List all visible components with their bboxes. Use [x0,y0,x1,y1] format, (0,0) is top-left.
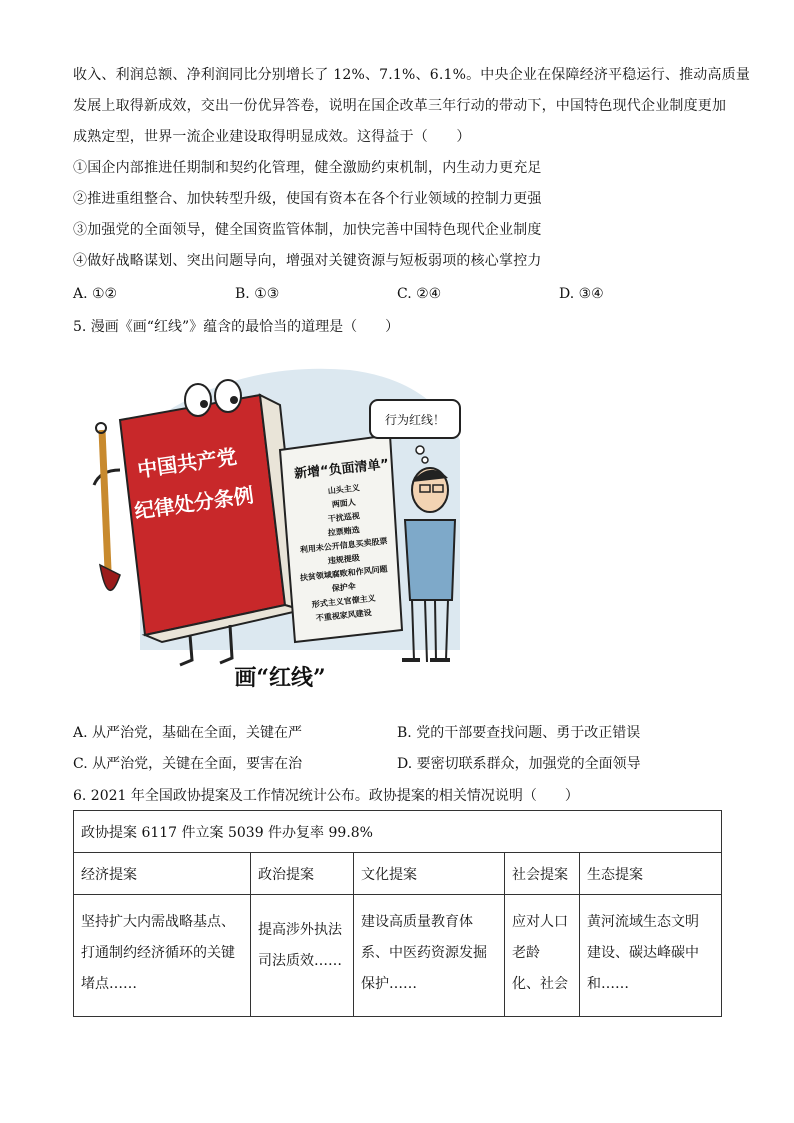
speech-text: 行为红线！ [384,413,446,427]
option-c[interactable]: C. ②④ [397,286,442,302]
cell-line: 堵点…… [81,976,137,992]
cell-line: 建设高质量教育体 [361,914,473,930]
item-2: ②推进重组整合、加快转型升级，使国有资本在各个行业领域的控制力更强 [73,191,542,207]
cell-line: 老龄 [512,945,540,961]
category-culture: 文化提案 [354,853,505,895]
cell-line: 建设、碳达峰碳中 [587,945,699,961]
question4-options [73,286,723,306]
scroll-item: 扶贫领域腐败和作风问题 [299,564,388,583]
stem-line: 收入、利润总额、净利润同比分别增长了 12%、7.1%、6.1%。中央企业在保障经济平稳运行、推动高质量 [73,67,751,83]
item-4: ④做好战略谋划、突出问题导向，增强对关键资源与短板弱项的核心掌控力 [73,253,542,269]
content-economy [74,895,251,1017]
cell-line: 司法质效…… [258,953,342,969]
item-1: ①国企内部推进任期制和契约化管理，健全激励约束机制，内生动力更充足 [73,160,542,176]
option-d[interactable]: D. ③④ [559,286,604,302]
scroll-title: 新增“负面清单” [293,457,390,482]
option-b[interactable]: B. 党的干部要查找问题、勇于改正错误 [397,725,641,741]
scroll-item: 形式主义官僚主义 [311,593,377,610]
red-book [120,395,302,642]
option-b[interactable]: B. ①③ [235,286,280,302]
book-title-line1: 中国共产党 [135,444,239,482]
table-header: 政协提案 6117 件立案 5039 件办复率 99.8% [74,811,722,853]
question5-stem: 5. 漫画《画“红线”》蕴含的最恰当的道理是（ ） [73,319,400,335]
option-a[interactable]: A. ①② [73,286,118,302]
option-a[interactable]: A. 从严治党，基础在全面，关键在严 [73,725,303,741]
cell-line: 黄河流域生态文明 [587,914,699,930]
content-ecology [580,895,722,1017]
option-d[interactable]: D. 要密切联系群众，加强党的全面领导 [397,756,641,772]
option-c[interactable]: C. 从严治党，关键在全面，要害在治 [73,756,303,772]
scroll-item: 保护伞 [331,581,357,594]
book-eye-right [215,380,241,412]
content-politics [251,895,354,1017]
stem-line: 成熟定型，世界一流企业建设取得明显成效。这得益于（ ） [73,129,471,145]
cartoon-caption: 画“红线” [234,665,326,691]
cell-line: 应对人口 [512,914,568,930]
question4-stem [73,60,751,277]
scroll-item: 不重视家风建设 [315,608,373,623]
cartoon-image [80,360,520,700]
category-society: 社会提案 [505,853,580,895]
cell-line: 保护…… [361,976,417,992]
book-eye-left [185,384,211,416]
category-economy: 经济提案 [74,853,251,895]
brush-handle [102,430,108,570]
item-3: ③加强党的全面领导，健全国资监管体制，加快完善中国特色现代企业制度 [73,222,542,238]
scroll-item: 利用未公开信息买卖股票 [299,536,388,555]
cell-line: 坚持扩大内需战略基点、 [81,914,235,930]
scroll-item: 山头主义 [327,483,361,496]
cell-line: 打通制约经济循环的关键 [81,945,235,961]
question6-stem: 6. 2021 年全国政协提案及工作情况统计公布。政协提案的相关情况说明（ ） [73,788,579,804]
cell-line: 和…… [587,976,629,992]
scroll-item: 拉票贿选 [327,525,361,538]
content-society [505,895,580,1017]
content-culture [354,895,505,1017]
cell-line: 提高涉外执法 [258,922,342,938]
category-ecology: 生态提案 [580,853,722,895]
scroll-item: 两面人 [331,497,357,510]
scroll-item: 干扰巡视 [327,511,361,524]
category-politics: 政治提案 [251,853,354,895]
cell-line: 系、中医药资源发掘 [361,945,487,961]
stem-line: 发展上取得新成效，交出一份优异答卷，说明在国企改革三年行动的带动下，中国特色现代企业制度更加 [73,98,727,114]
cell-line: 化、社会 [512,976,568,992]
scroll-item: 违规提级 [327,553,361,566]
book-title-line2: 纪律处分条例 [132,482,256,524]
negative-list-scroll [280,435,402,642]
proposal-table [73,810,722,1017]
question5-options [73,722,723,782]
